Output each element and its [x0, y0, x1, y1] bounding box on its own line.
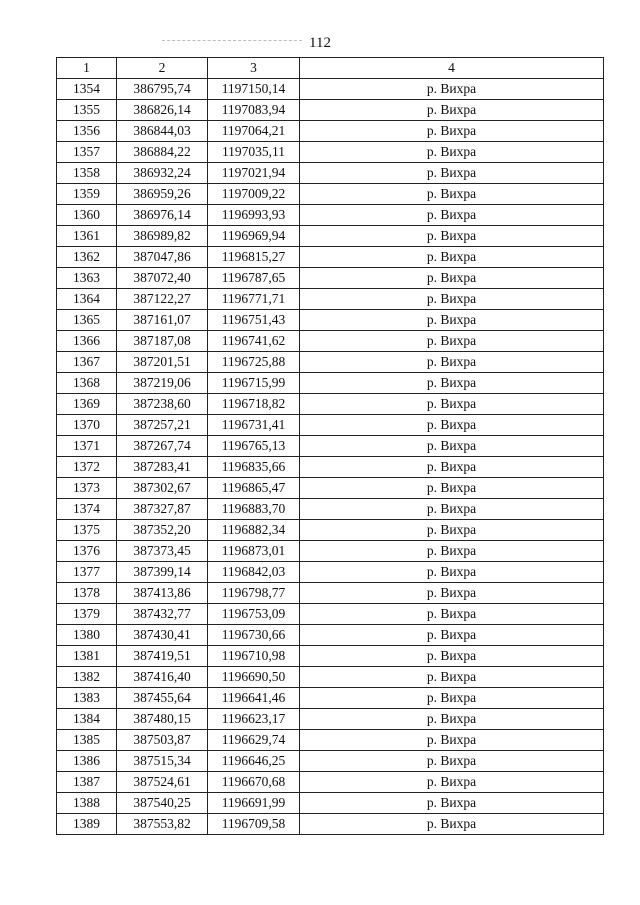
- description-cell: р. Вихра: [300, 163, 604, 184]
- y-coordinate-cell: 1196670,68: [208, 772, 300, 793]
- point-number-cell: 1385: [57, 730, 117, 751]
- description-cell: р. Вихра: [300, 667, 604, 688]
- point-number-cell: 1354: [57, 79, 117, 100]
- y-coordinate-cell: 1196629,74: [208, 730, 300, 751]
- y-coordinate-cell: 1196725,88: [208, 352, 300, 373]
- description-cell: р. Вихра: [300, 142, 604, 163]
- table-row: [57, 247, 604, 268]
- x-coordinate-cell: 386976,14: [117, 205, 208, 226]
- point-number-cell: 1372: [57, 457, 117, 478]
- point-number-cell: 1380: [57, 625, 117, 646]
- y-coordinate-cell: 1196751,43: [208, 310, 300, 331]
- table-row: [57, 478, 604, 499]
- point-number-cell: 1384: [57, 709, 117, 730]
- description-cell: р. Вихра: [300, 205, 604, 226]
- description-cell: р. Вихра: [300, 331, 604, 352]
- x-coordinate-cell: 387373,45: [117, 541, 208, 562]
- point-number-cell: 1389: [57, 814, 117, 835]
- table-row: [57, 373, 604, 394]
- point-number-cell: 1382: [57, 667, 117, 688]
- x-coordinate-cell: 387072,40: [117, 268, 208, 289]
- table-row: [57, 520, 604, 541]
- description-cell: р. Вихра: [300, 814, 604, 835]
- y-coordinate-cell: 1196730,66: [208, 625, 300, 646]
- point-number-cell: 1368: [57, 373, 117, 394]
- description-cell: р. Вихра: [300, 289, 604, 310]
- description-cell: р. Вихра: [300, 394, 604, 415]
- x-coordinate-cell: 387413,86: [117, 583, 208, 604]
- x-coordinate-cell: 386795,74: [117, 79, 208, 100]
- y-coordinate-cell: 1196883,70: [208, 499, 300, 520]
- table-row: [57, 604, 604, 625]
- y-coordinate-cell: 1196969,94: [208, 226, 300, 247]
- y-coordinate-cell: 1196718,82: [208, 394, 300, 415]
- y-coordinate-cell: 1196731,41: [208, 415, 300, 436]
- point-number-cell: 1374: [57, 499, 117, 520]
- point-number-cell: 1363: [57, 268, 117, 289]
- point-number-cell: 1381: [57, 646, 117, 667]
- table-row: [57, 814, 604, 835]
- point-number-cell: 1365: [57, 310, 117, 331]
- y-coordinate-cell: 1196993,93: [208, 205, 300, 226]
- table-row: [57, 667, 604, 688]
- point-number-cell: 1387: [57, 772, 117, 793]
- header-col-3: 3: [208, 58, 300, 79]
- point-number-cell: 1376: [57, 541, 117, 562]
- x-coordinate-cell: 387540,25: [117, 793, 208, 814]
- y-coordinate-cell: 1196873,01: [208, 541, 300, 562]
- description-cell: р. Вихра: [300, 562, 604, 583]
- y-coordinate-cell: 1196835,66: [208, 457, 300, 478]
- x-coordinate-cell: 387480,15: [117, 709, 208, 730]
- point-number-cell: 1367: [57, 352, 117, 373]
- description-cell: р. Вихра: [300, 310, 604, 331]
- x-coordinate-cell: 387161,07: [117, 310, 208, 331]
- x-coordinate-cell: 387430,41: [117, 625, 208, 646]
- y-coordinate-cell: 1196865,47: [208, 478, 300, 499]
- table-row: [57, 541, 604, 562]
- point-number-cell: 1370: [57, 415, 117, 436]
- x-coordinate-cell: 387352,20: [117, 520, 208, 541]
- description-cell: р. Вихра: [300, 457, 604, 478]
- header-col-1: 1: [57, 58, 117, 79]
- description-cell: р. Вихра: [300, 541, 604, 562]
- y-coordinate-cell: 1196623,17: [208, 709, 300, 730]
- point-number-cell: 1362: [57, 247, 117, 268]
- x-coordinate-cell: 387122,27: [117, 289, 208, 310]
- y-coordinate-cell: 1196765,13: [208, 436, 300, 457]
- y-coordinate-cell: 1197150,14: [208, 79, 300, 100]
- point-number-cell: 1358: [57, 163, 117, 184]
- description-cell: р. Вихра: [300, 793, 604, 814]
- description-cell: р. Вихра: [300, 625, 604, 646]
- table-row: [57, 751, 604, 772]
- point-number-cell: 1371: [57, 436, 117, 457]
- description-cell: р. Вихра: [300, 79, 604, 100]
- table-row: [57, 226, 604, 247]
- description-cell: р. Вихра: [300, 373, 604, 394]
- x-coordinate-cell: 387267,74: [117, 436, 208, 457]
- header-row: [57, 58, 604, 79]
- y-coordinate-cell: 1196715,99: [208, 373, 300, 394]
- table-row: [57, 562, 604, 583]
- point-number-cell: 1378: [57, 583, 117, 604]
- table-row: [57, 121, 604, 142]
- point-number-cell: 1375: [57, 520, 117, 541]
- point-number-cell: 1359: [57, 184, 117, 205]
- description-cell: р. Вихра: [300, 226, 604, 247]
- y-coordinate-cell: 1196641,46: [208, 688, 300, 709]
- y-coordinate-cell: 1196798,77: [208, 583, 300, 604]
- table-row: [57, 205, 604, 226]
- x-coordinate-cell: 387302,67: [117, 478, 208, 499]
- x-coordinate-cell: 387515,34: [117, 751, 208, 772]
- description-cell: р. Вихра: [300, 688, 604, 709]
- x-coordinate-cell: 387416,40: [117, 667, 208, 688]
- description-cell: р. Вихра: [300, 772, 604, 793]
- point-number-cell: 1383: [57, 688, 117, 709]
- x-coordinate-cell: 387047,86: [117, 247, 208, 268]
- x-coordinate-cell: 387553,82: [117, 814, 208, 835]
- y-coordinate-cell: 1196815,27: [208, 247, 300, 268]
- y-coordinate-cell: 1196741,62: [208, 331, 300, 352]
- description-cell: р. Вихра: [300, 520, 604, 541]
- table-row: [57, 415, 604, 436]
- y-coordinate-cell: 1196771,71: [208, 289, 300, 310]
- table-row: [57, 79, 604, 100]
- x-coordinate-cell: 387257,21: [117, 415, 208, 436]
- y-coordinate-cell: 1196690,50: [208, 667, 300, 688]
- y-coordinate-cell: 1196842,03: [208, 562, 300, 583]
- description-cell: р. Вихра: [300, 709, 604, 730]
- y-coordinate-cell: 1196753,09: [208, 604, 300, 625]
- description-cell: р. Вихра: [300, 352, 604, 373]
- table-row: [57, 100, 604, 121]
- x-coordinate-cell: 387238,60: [117, 394, 208, 415]
- y-coordinate-cell: 1196882,34: [208, 520, 300, 541]
- x-coordinate-cell: 386826,14: [117, 100, 208, 121]
- table-row: [57, 289, 604, 310]
- point-number-cell: 1388: [57, 793, 117, 814]
- x-coordinate-cell: 387283,41: [117, 457, 208, 478]
- description-cell: р. Вихра: [300, 100, 604, 121]
- x-coordinate-cell: 386884,22: [117, 142, 208, 163]
- x-coordinate-cell: 387455,64: [117, 688, 208, 709]
- y-coordinate-cell: 1197083,94: [208, 100, 300, 121]
- point-number-cell: 1386: [57, 751, 117, 772]
- x-coordinate-cell: 387419,51: [117, 646, 208, 667]
- table-row: [57, 730, 604, 751]
- table-row: [57, 352, 604, 373]
- point-number-cell: 1379: [57, 604, 117, 625]
- header-col-4: 4: [300, 58, 604, 79]
- x-coordinate-cell: 387219,06: [117, 373, 208, 394]
- description-cell: р. Вихра: [300, 583, 604, 604]
- table-row: [57, 394, 604, 415]
- table-row: [57, 688, 604, 709]
- table-row: [57, 163, 604, 184]
- x-coordinate-cell: 387187,08: [117, 331, 208, 352]
- description-cell: р. Вихра: [300, 184, 604, 205]
- point-number-cell: 1369: [57, 394, 117, 415]
- x-coordinate-cell: 387201,51: [117, 352, 208, 373]
- point-number-cell: 1373: [57, 478, 117, 499]
- table-row: [57, 793, 604, 814]
- x-coordinate-cell: 387503,87: [117, 730, 208, 751]
- description-cell: р. Вихра: [300, 751, 604, 772]
- point-number-cell: 1357: [57, 142, 117, 163]
- description-cell: р. Вихра: [300, 268, 604, 289]
- description-cell: р. Вихра: [300, 436, 604, 457]
- x-coordinate-cell: 386844,03: [117, 121, 208, 142]
- y-coordinate-cell: 1196691,99: [208, 793, 300, 814]
- description-cell: р. Вихра: [300, 730, 604, 751]
- table-row: [57, 331, 604, 352]
- description-cell: р. Вихра: [300, 499, 604, 520]
- table-row: [57, 268, 604, 289]
- y-coordinate-cell: 1196710,98: [208, 646, 300, 667]
- x-coordinate-cell: 387524,61: [117, 772, 208, 793]
- point-number-cell: 1360: [57, 205, 117, 226]
- point-number-cell: 1377: [57, 562, 117, 583]
- y-coordinate-cell: 1197021,94: [208, 163, 300, 184]
- table-body: [57, 79, 604, 835]
- x-coordinate-cell: 386932,24: [117, 163, 208, 184]
- y-coordinate-cell: 1197064,21: [208, 121, 300, 142]
- y-coordinate-cell: 1197035,11: [208, 142, 300, 163]
- table-row: [57, 646, 604, 667]
- x-coordinate-cell: 387327,87: [117, 499, 208, 520]
- x-coordinate-cell: 386959,26: [117, 184, 208, 205]
- table-row: [57, 625, 604, 646]
- description-cell: р. Вихра: [300, 478, 604, 499]
- table-row: [57, 457, 604, 478]
- description-cell: р. Вихра: [300, 247, 604, 268]
- description-cell: р. Вихра: [300, 604, 604, 625]
- table-row: [57, 310, 604, 331]
- header-col-2: 2: [117, 58, 208, 79]
- x-coordinate-cell: 386989,82: [117, 226, 208, 247]
- coordinates-table: [56, 57, 604, 835]
- page-number: 112: [309, 35, 331, 51]
- y-coordinate-cell: 1196787,65: [208, 268, 300, 289]
- description-cell: р. Вихра: [300, 121, 604, 142]
- description-cell: р. Вихра: [300, 646, 604, 667]
- table-row: [57, 709, 604, 730]
- x-coordinate-cell: 387399,14: [117, 562, 208, 583]
- point-number-cell: 1364: [57, 289, 117, 310]
- table-row: [57, 184, 604, 205]
- y-coordinate-cell: 1196646,25: [208, 751, 300, 772]
- description-cell: р. Вихра: [300, 415, 604, 436]
- point-number-cell: 1361: [57, 226, 117, 247]
- table-row: [57, 142, 604, 163]
- point-number-cell: 1356: [57, 121, 117, 142]
- y-coordinate-cell: 1196709,58: [208, 814, 300, 835]
- point-number-cell: 1366: [57, 331, 117, 352]
- table-row: [57, 772, 604, 793]
- table-header: [57, 58, 604, 79]
- x-coordinate-cell: 387432,77: [117, 604, 208, 625]
- point-number-cell: 1355: [57, 100, 117, 121]
- y-coordinate-cell: 1197009,22: [208, 184, 300, 205]
- table-row: [57, 583, 604, 604]
- table-row: [57, 499, 604, 520]
- table-row: [57, 436, 604, 457]
